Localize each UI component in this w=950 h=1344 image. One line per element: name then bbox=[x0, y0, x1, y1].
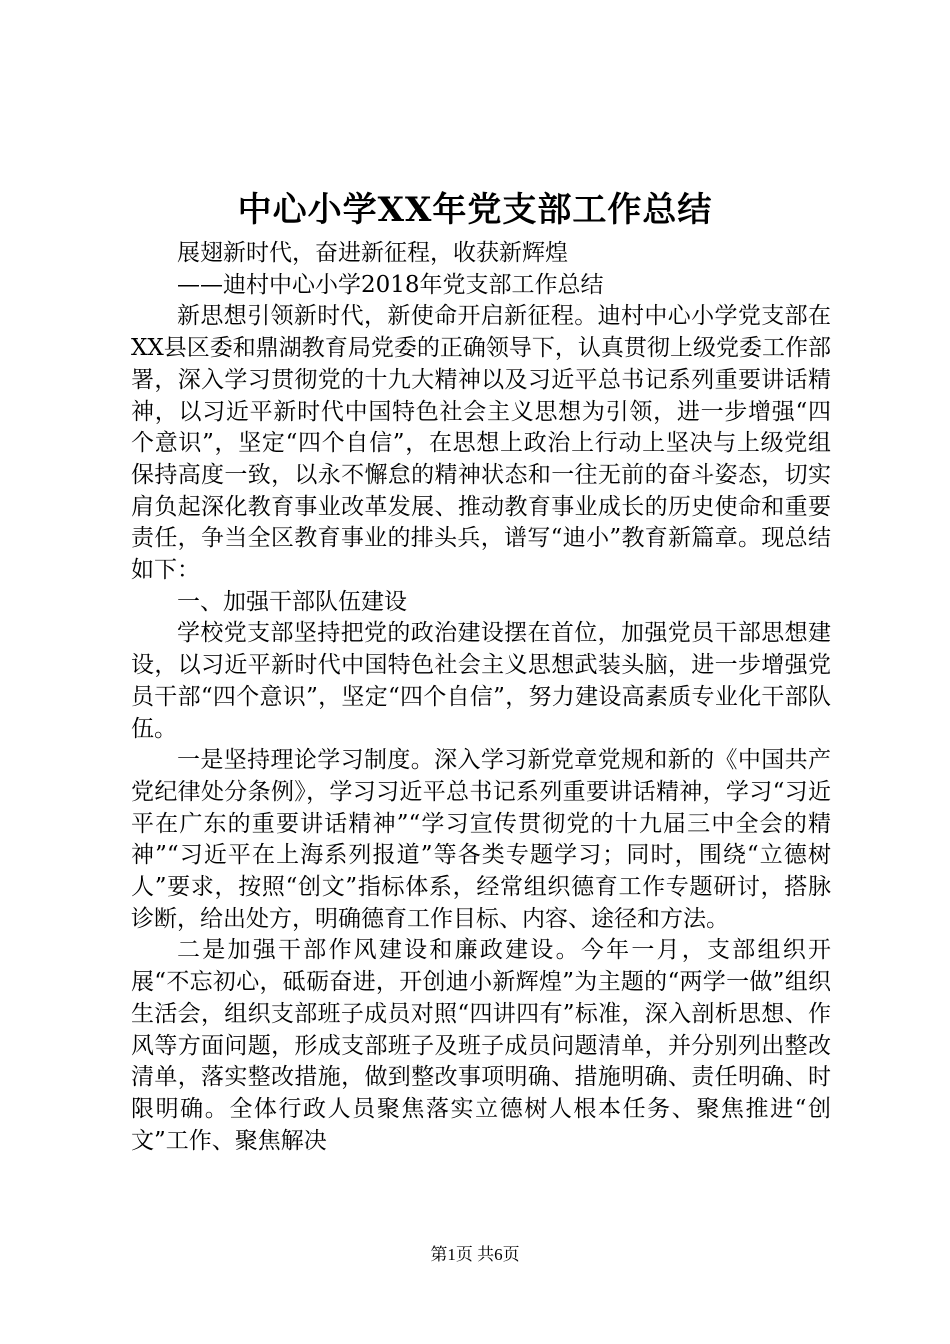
document-body bbox=[131, 238, 831, 1157]
document-title: 中心小学XX年党支部工作总结 bbox=[237, 190, 713, 230]
section-heading: 一、加强干部队伍建设 bbox=[177, 588, 407, 615]
subtitle-line: 展翅新时代，奋进新征程，收获新辉煌 bbox=[177, 240, 568, 266]
subtitle-source: ——迪村中心小学2018年党支部工作总结 bbox=[177, 271, 604, 298]
page-number-footer: 第1页 共6页 bbox=[430, 1245, 520, 1264]
body-paragraph: 一是坚持理论学习制度。深入学习新党章党规和新的《中国共产党纪律处分条例》，学习习近平总书记系列重要讲话精神，学习“习近平在广东的重要讲话精神”“学习宣传贯彻党的十九届三中全会的精神”“习近平在上海系列报道”等各类专题学习；同时，围绕“立德树人”要求，按照“创文”指标体系，经常组织德育工作专题研讨，搭脉诊断，给出处方，明确德育工作目标、内容、途径和方法。 bbox=[131, 747, 831, 932]
intro-paragraph: 新思想引领新时代，新使命开启新征程。迪村中心小学党支部在XX县区委和鼎湖教育局党委的正确领导下，认真贯彻上级党委工作部署，深入学习贯彻党的十九大精神以及习近平总书记系列重要讲话精神，以习近平新时代中国特色社会主义思想为引领，进一步增强“四个意识”，坚定“四个自信”，在思想上政治上行动上坚决与上级党组保持高度一致，以永不懈怠的精神状态和一往无前的奋斗姿态，切实肩负起深化教育事业改革发展、推动教育事业成长的历史使命和重要责任，争当全区教育事业的排头兵，谱写“迪小”教育新篇章。现总结如下： bbox=[131, 303, 831, 584]
body-paragraph: 学校党支部坚持把党的政治建设摆在首位，加强党员干部思想建设，以习近平新时代中国特色社会主义思想武装头脑，进一步增强党员干部“四个意识”，坚定“四个自信”，努力建设高素质专业化干部队伍。 bbox=[131, 620, 831, 742]
body-paragraph: 二是加强干部作风建设和廉政建设。今年一月，支部组织开展“不忘初心，砥砺奋进，开创迪小新辉煌”为主题的“两学一做”组织生活会，组织支部班子成员对照“四讲四有”标准，深入剖析思想、作风等方面问题，形成支部班子及班子成员问题清单，并分别列出整改清单，落实整改措施，做到整改事项明确、措施明确、责任明确、时限明确。全体行政人员聚焦落实立德树人根本任务、聚焦推进“创文”工作、聚焦解决 bbox=[131, 937, 831, 1154]
